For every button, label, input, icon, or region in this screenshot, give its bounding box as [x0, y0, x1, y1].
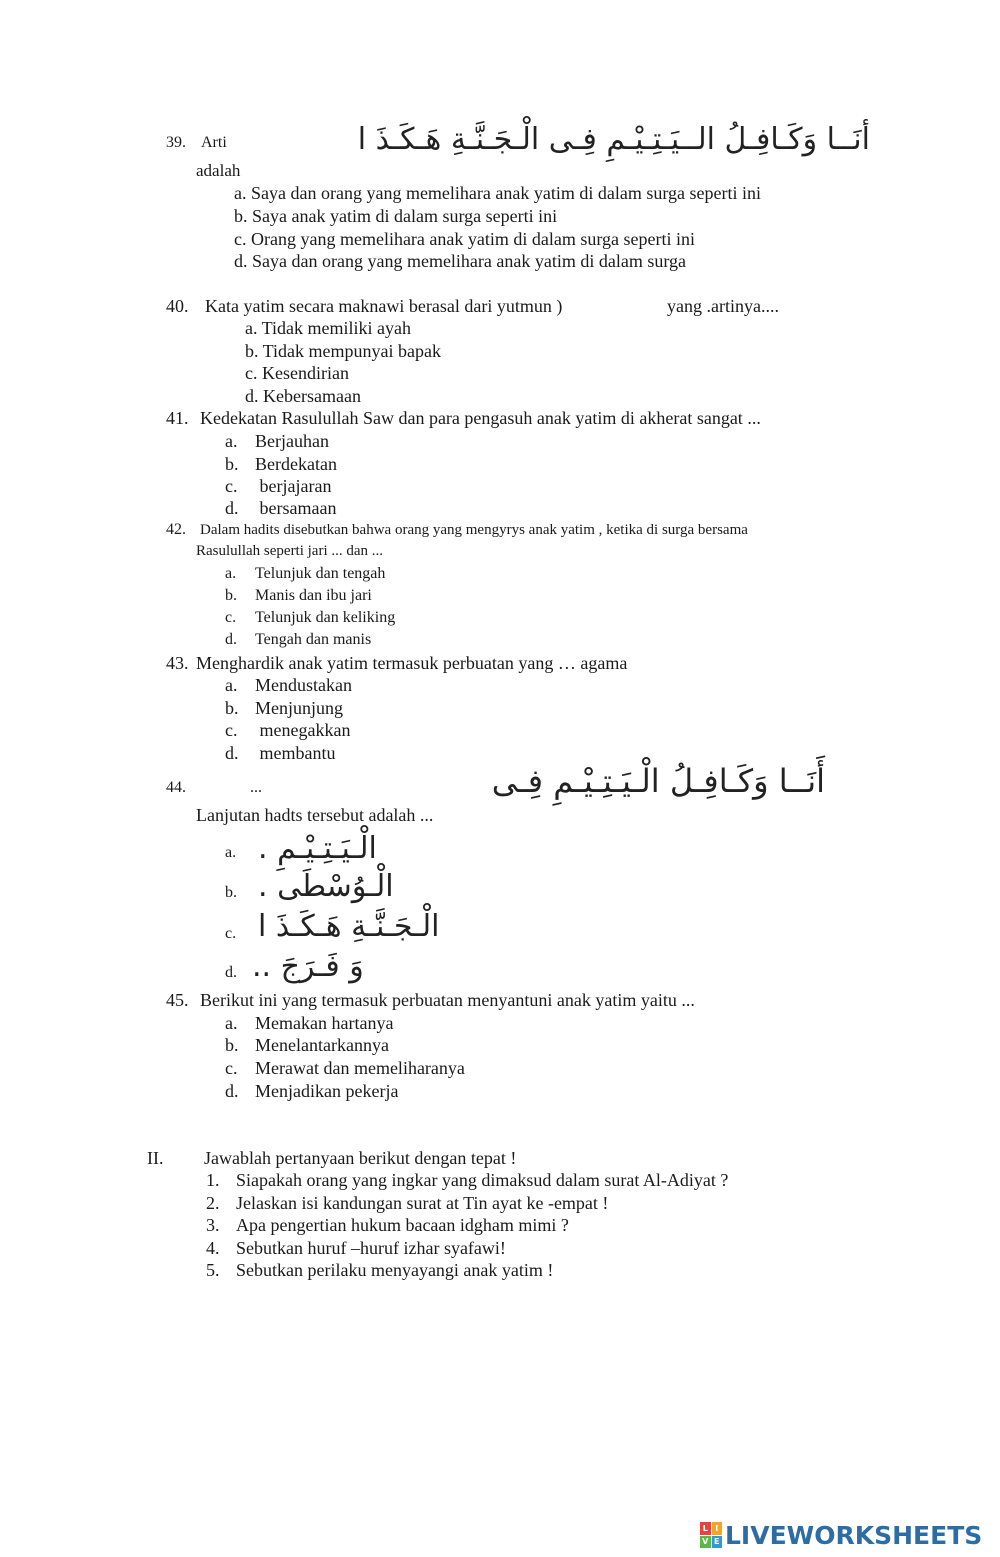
question-number: 43.	[166, 653, 189, 673]
question-number: 39.	[166, 134, 186, 151]
question-text-line2: Rasulullah seperti jari ... dan ...	[196, 543, 384, 559]
option-c: c. menegakkan	[225, 720, 351, 740]
option-a: a. Berjauhan	[225, 431, 329, 451]
option-b: b. Manis dan ibu jari	[225, 587, 372, 604]
question-number: 42.	[166, 521, 186, 538]
arabic-option-a: الْـيَـتِـيْـمِ .	[258, 831, 377, 866]
option-d: d. Kebersamaan	[245, 386, 361, 406]
question-number: 45.	[166, 990, 189, 1010]
option-a: a. Tidak memiliki ayah	[245, 318, 411, 338]
question-text: Lanjutan hadts tersebut adalah ...	[196, 805, 434, 825]
essay-item-3: 3. Apa pengertian hukum bacaan idgham mimi ?	[206, 1215, 569, 1235]
option-d: d. Tengah dan manis	[225, 631, 372, 648]
option-a: a. Saya dan orang yang memelihara anak yatim di dalam surga seperti ini	[234, 183, 761, 203]
question-text: Kedekatan Rasulullah Saw dan para pengasuh anak yatim di akherat sangat ...	[200, 408, 761, 428]
essay-item-5: 5. Sebutkan perilaku menyayangi anak yatim !	[206, 1260, 554, 1280]
essay-item-4: 4. Sebutkan huruf –huruf izhar syafawi!	[206, 1238, 506, 1258]
arabic-option-b: الْـوُسْطَى .	[258, 869, 394, 904]
section-numeral: II.	[147, 1148, 164, 1168]
option-b: b. Menelantarkannya	[225, 1035, 389, 1055]
option-a: a. Telunjuk dan tengah	[225, 565, 386, 582]
arabic-option-c: الْـجَـنَّـةِ هَـكَـذَ ا	[258, 909, 440, 944]
section-heading: Jawablah pertanyaan berikut dengan tepat !	[204, 1148, 517, 1168]
liveworksheets-logo[interactable]	[700, 1518, 982, 1552]
essay-item-1: 1. Siapakah orang yang ingkar yang dimaksud dalam surat Al-Adiyat ?	[206, 1170, 729, 1190]
option-a: a. Mendustakan	[225, 675, 352, 695]
question-suffix: adalah	[196, 161, 241, 180]
option-b: b. Menjunjung	[225, 698, 343, 718]
option-d: d. Saya dan orang yang memelihara anak yatim di dalam surga	[234, 251, 687, 271]
question-number: 41.	[166, 408, 189, 428]
question-text: Berikut ini yang termasuk perbuatan menyantuni anak yatim yaitu ...	[200, 990, 695, 1010]
option-a: a. Memakan hartanya	[225, 1013, 394, 1033]
option-b: b. Tidak mempunyai bapak	[245, 341, 441, 361]
question-number: 44.	[166, 779, 186, 796]
option-b: b. Saya anak yatim di dalam surga seperti ini	[234, 206, 558, 226]
option-c: c. berjajaran	[225, 476, 332, 496]
option-c: c. Orang yang memelihara anak yatim di dalam surga seperti ini	[234, 229, 696, 249]
question-text: Kata yatim secara maknawi berasal dari yutmun )	[205, 296, 563, 316]
option-b: b. Berdekatan	[225, 454, 337, 474]
arabic-option-d: وَ فَـرَجَ ..	[252, 949, 364, 984]
option-c: c. Telunjuk dan keliking	[225, 609, 396, 626]
option-d: d. Menjadikan pekerja	[225, 1081, 399, 1101]
option-d: d. bersamaan	[225, 498, 337, 518]
question-text-end: yang .artinya....	[667, 296, 779, 316]
option-c: c. Kesendirian	[245, 363, 349, 383]
option-c: c. Merawat dan memeliharanya	[225, 1058, 465, 1078]
question-label: Arti	[201, 134, 227, 151]
arabic-hadith-fragment: أَنَــا وَكَـافِـلُ الْـيَـتِـيْـمِ فِـى	[491, 762, 825, 800]
question-number: 40.	[166, 296, 189, 316]
question-text: Menghardik anak yatim termasuk perbuatan yang … agama	[196, 653, 628, 673]
essay-item-2: 2. Jelaskan isi kandungan surat at Tin ayat ke -empat !	[206, 1193, 609, 1213]
option-d: d. membantu	[225, 743, 336, 763]
arabic-hadith-text: أنَــا وَكَـافِـلُ الــيَـتِـيْـمِ فِـى الْـجَـنَّـةِ هَـكَـذَ ا	[357, 122, 870, 157]
ellipsis: ...	[250, 779, 262, 796]
logo-badge-icon: L I V E	[700, 1522, 722, 1548]
question-text: Dalam hadits disebutkan bahwa orang yang mengyrys anak yatim , ketika di surga bersama	[200, 522, 748, 538]
logo-text: LIVEWORKSHEETS	[725, 1520, 983, 1550]
